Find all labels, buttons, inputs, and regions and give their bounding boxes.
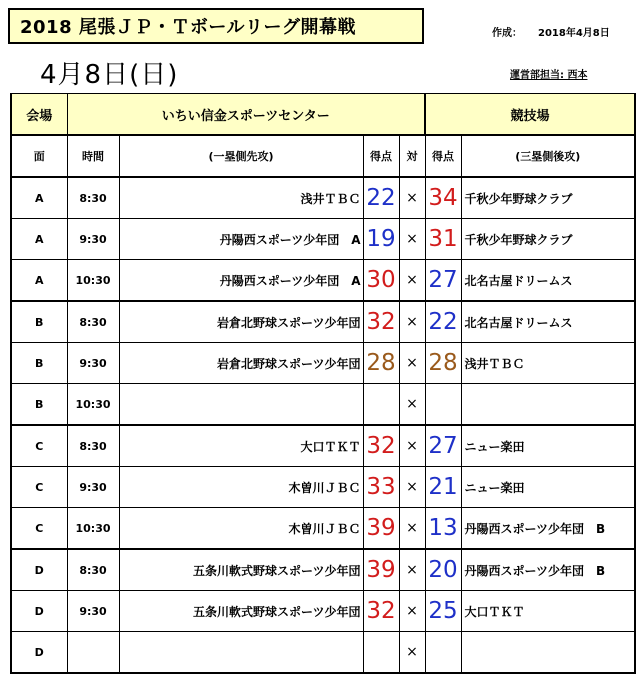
away-team-cell: 丹陽西スポーツ少年団 B [461, 508, 635, 550]
home-score-cell [363, 384, 399, 426]
away-team-cell [461, 384, 635, 426]
table-row [11, 384, 635, 426]
vs-cell: × [399, 177, 425, 219]
away-team-cell [461, 632, 635, 674]
away-score-cell: 31 [425, 219, 461, 260]
away-team-cell: ニュー楽田 [461, 467, 635, 508]
home-score-cell [363, 632, 399, 674]
time-cell: 10:30 [67, 260, 119, 302]
staff-label: 運営部担当: 西本 [510, 70, 588, 81]
home-team-cell: 木曽川ＪＢＣ [119, 467, 363, 508]
home-score-cell: 28 [363, 343, 399, 384]
home-score-cell: 39 [363, 549, 399, 591]
vs-cell: × [399, 384, 425, 426]
table-row [11, 301, 635, 343]
col-away: (三塁側後攻) [461, 135, 635, 177]
created-label: 作成： [492, 28, 522, 39]
table-row [11, 343, 635, 384]
col-away-score: 得点 [425, 135, 461, 177]
vs-cell: × [399, 467, 425, 508]
schedule-table [10, 93, 636, 674]
away-team-cell: 丹陽西スポーツ少年団 B [461, 549, 635, 591]
away-score-cell [425, 632, 461, 674]
vs-cell: × [399, 508, 425, 550]
home-score-cell: 19 [363, 219, 399, 260]
time-cell: 8:30 [67, 301, 119, 343]
table-row [11, 632, 635, 674]
col-home: (一塁側先攻) [119, 135, 363, 177]
away-score-cell: 13 [425, 508, 461, 550]
venue-label: 会場 [11, 94, 67, 136]
field-cell: D [11, 591, 67, 632]
home-team-cell: 岩倉北野球スポーツ少年団 [119, 301, 363, 343]
vs-cell: × [399, 425, 425, 467]
time-cell: 10:30 [67, 384, 119, 426]
field-cell: A [11, 260, 67, 302]
vs-cell: × [399, 549, 425, 591]
field-cell: B [11, 301, 67, 343]
away-score-cell: 28 [425, 343, 461, 384]
vs-cell: × [399, 591, 425, 632]
field-cell: C [11, 467, 67, 508]
away-team-cell: ニュー楽田 [461, 425, 635, 467]
table-row [11, 591, 635, 632]
home-team-cell [119, 384, 363, 426]
field-cell: A [11, 177, 67, 219]
event-date: 4月8日(日) [40, 60, 179, 90]
time-cell: 9:30 [67, 219, 119, 260]
col-time: 時間 [67, 135, 119, 177]
away-team-cell: 浅井ＴＢＣ [461, 343, 635, 384]
away-score-cell [425, 384, 461, 426]
field-cell: A [11, 219, 67, 260]
table-row [11, 549, 635, 591]
home-team-cell: 丹陽西スポーツ少年団 A [119, 260, 363, 302]
home-team-cell [119, 632, 363, 674]
home-score-cell: 33 [363, 467, 399, 508]
home-score-cell: 32 [363, 301, 399, 343]
vs-cell: × [399, 301, 425, 343]
table-row [11, 508, 635, 550]
page-title: 2018 尾張ＪＰ・Ｔボールリーグ開幕戦 [8, 8, 424, 44]
time-cell: 9:30 [67, 467, 119, 508]
vs-cell: × [399, 632, 425, 674]
col-home-score: 得点 [363, 135, 399, 177]
away-score-cell: 22 [425, 301, 461, 343]
home-team-cell: 浅井ＴＢＣ [119, 177, 363, 219]
field-label: 競技場 [425, 94, 635, 136]
home-team-cell: 五条川軟式野球スポーツ少年団 [119, 549, 363, 591]
time-cell: 8:30 [67, 177, 119, 219]
field-cell: D [11, 632, 67, 674]
home-score-cell: 32 [363, 425, 399, 467]
away-team-cell: 北名古屋ドリームス [461, 301, 635, 343]
created-date: 2018年4月8日 [538, 28, 610, 39]
table-row [11, 219, 635, 260]
vs-cell: × [399, 260, 425, 302]
time-cell: 9:30 [67, 591, 119, 632]
field-cell: C [11, 508, 67, 550]
away-team-cell: 北名古屋ドリームス [461, 260, 635, 302]
time-cell [67, 632, 119, 674]
home-score-cell: 32 [363, 591, 399, 632]
away-score-cell: 27 [425, 425, 461, 467]
away-team-cell: 大口ＴＫＴ [461, 591, 635, 632]
col-vs: 対 [399, 135, 425, 177]
col-field: 面 [11, 135, 67, 177]
home-score-cell: 22 [363, 177, 399, 219]
home-team-cell: 木曽川ＪＢＣ [119, 508, 363, 550]
vs-cell: × [399, 219, 425, 260]
table-row [11, 425, 635, 467]
away-score-cell: 27 [425, 260, 461, 302]
created-info [492, 24, 610, 39]
home-team-cell: 大口ＴＫＴ [119, 425, 363, 467]
away-team-cell: 千秋少年野球クラブ [461, 177, 635, 219]
home-team-cell: 丹陽西スポーツ少年団 A [119, 219, 363, 260]
home-team-cell: 岩倉北野球スポーツ少年団 [119, 343, 363, 384]
home-score-cell: 30 [363, 260, 399, 302]
away-score-cell: 20 [425, 549, 461, 591]
table-row [11, 177, 635, 219]
field-cell: C [11, 425, 67, 467]
time-cell: 9:30 [67, 343, 119, 384]
field-cell: B [11, 343, 67, 384]
home-score-cell: 39 [363, 508, 399, 550]
header-row-columns [11, 135, 635, 177]
away-team-cell: 千秋少年野球クラブ [461, 219, 635, 260]
away-score-cell: 25 [425, 591, 461, 632]
table-row [11, 467, 635, 508]
header-row-venue [11, 94, 635, 136]
table-row [11, 260, 635, 302]
time-cell: 10:30 [67, 508, 119, 550]
vs-cell: × [399, 343, 425, 384]
home-team-cell: 五条川軟式野球スポーツ少年団 [119, 591, 363, 632]
away-score-cell: 21 [425, 467, 461, 508]
time-cell: 8:30 [67, 425, 119, 467]
time-cell: 8:30 [67, 549, 119, 591]
field-cell: D [11, 549, 67, 591]
away-score-cell: 34 [425, 177, 461, 219]
field-cell: B [11, 384, 67, 426]
venue-name: いちい信金スポーツセンター [67, 94, 425, 136]
